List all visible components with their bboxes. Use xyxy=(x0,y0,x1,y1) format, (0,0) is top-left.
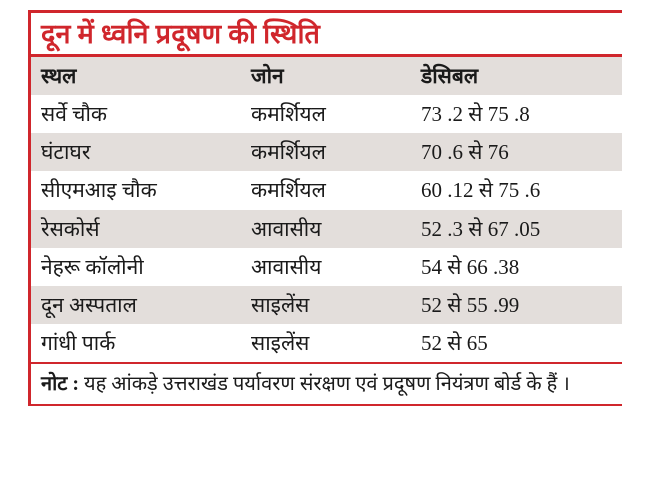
note-bottom-rule xyxy=(31,404,622,406)
cell-place: रेसकोर्स xyxy=(31,210,241,248)
cell-decibel: 52 से 65 xyxy=(411,324,622,362)
cell-zone: कमर्शियल xyxy=(241,171,411,209)
cell-zone: आवासीय xyxy=(241,210,411,248)
table-row xyxy=(31,248,622,286)
column-header-place: स्थल xyxy=(31,57,241,95)
table-row xyxy=(31,133,622,171)
cell-zone: कमर्शियल xyxy=(241,95,411,133)
cell-zone: साइलेंस xyxy=(241,324,411,362)
cell-place: सर्वे चौक xyxy=(31,95,241,133)
cell-zone: कमर्शियल xyxy=(241,133,411,171)
cell-decibel: 54 से 66 .38 xyxy=(411,248,622,286)
cell-decibel: 70 .6 से 76 xyxy=(411,133,622,171)
source-note xyxy=(31,364,622,404)
cell-zone: साइलेंस xyxy=(241,286,411,324)
column-header-decibel: डेसिबल xyxy=(411,57,622,95)
cell-decibel: 52 .3 से 67 .05 xyxy=(411,210,622,248)
table-row xyxy=(31,286,622,324)
cell-decibel: 52 से 55 .99 xyxy=(411,286,622,324)
cell-place: नेहरू कॉलोनी xyxy=(31,248,241,286)
note-text: यह आंकड़े उत्तराखंड पर्यावरण संरक्षण एवं प्रदूषण नियंत्रण बोर्ड के हैं । xyxy=(84,373,570,396)
cell-zone: आवासीय xyxy=(241,248,411,286)
column-header-zone: जोन xyxy=(241,57,411,95)
cell-decibel: 60 .12 से 75 .6 xyxy=(411,171,622,209)
cell-place: दून अस्पताल xyxy=(31,286,241,324)
table-header-row xyxy=(31,57,622,95)
table-row xyxy=(31,210,622,248)
table-row xyxy=(31,95,622,133)
noise-pollution-table-card xyxy=(28,10,622,406)
table-row xyxy=(31,171,622,209)
cell-place: घंटाघर xyxy=(31,133,241,171)
cell-decibel: 73 .2 से 75 .8 xyxy=(411,95,622,133)
cell-place: गांधी पार्क xyxy=(31,324,241,362)
note-label: नोट : xyxy=(41,373,80,396)
table-row xyxy=(31,324,622,362)
noise-data-table xyxy=(31,57,622,363)
page-title: दून में ध्वनि प्रदूषण की स्थिति xyxy=(41,19,321,49)
cell-place: सीएमआइ चौक xyxy=(31,171,241,209)
